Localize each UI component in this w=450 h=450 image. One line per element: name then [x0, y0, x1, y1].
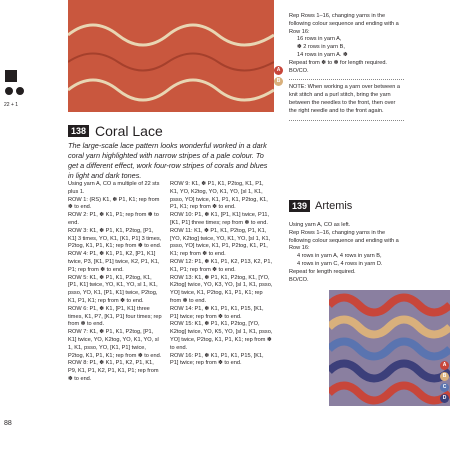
artemis-swatch-photo — [329, 290, 450, 406]
pattern-number: 138 — [68, 125, 89, 137]
divider — [289, 79, 404, 80]
instruction-line: ROW 1: (RS) K1, ✽ P1, K1; rep from ✽ to end. — [68, 196, 160, 211]
needle-icon — [5, 70, 17, 82]
note: NOTE: When working a yarn over between a knit stitch and a purl stitch, bring the yarn between the needles to the front, then over the right needle and to the front again. — [289, 84, 400, 114]
coral-lace-intro: The large-scale lace pattern looks wonderful worked in a dark coral yarn highlighted with narrow stripes of a pale colour. To get a different effect, work four-row stripes of corals and blues in light and dark tones. — [68, 141, 268, 180]
coral-lace-swatch-photo — [68, 0, 274, 112]
pattern-title: Coral Lace — [95, 123, 163, 139]
instruction-line: ROW 12: P1, ✽ K1, P1, K2, P13, K2, P1, K1, P1; rep from ✽ to end. — [170, 258, 273, 273]
stitch-repeat: 22 + 1 — [4, 102, 19, 108]
instruction-line: 14 rows in yarn A. ✽ — [297, 51, 348, 58]
instruction-line: ROW 6: P1, ✽ K1, [P1, K1] three times, K1, P7, [K1, P1] four times; rep from ✽ to end. — [68, 305, 162, 328]
instruction-line: ✽ 2 rows in yarn B, — [297, 44, 345, 51]
instructions-column-1 — [68, 181, 162, 384]
swatch-key-d: D — [440, 394, 449, 403]
swatch-key-c: C — [440, 383, 449, 392]
instruction-line: 4 rows in yarn C, 4 rows in yarn D. — [297, 260, 383, 267]
instruction-line: Repeat for length required. — [289, 268, 356, 275]
instruction-line: ROW 9: K1, ✽ P1, K1, P2tog, K1, P1, K1, YO, K2tog, YO, K1, YO, [sl 1, K1, psso, YO] twice, K1, P1, K1, P2tog, K1, P1, K1; rep from ✽ to end. — [170, 181, 268, 211]
instruction-line: ROW 2: P1, ✽ K1, P1; rep from ✽ to end. — [68, 212, 159, 226]
instruction-line: 4 rows in yarn A, 4 rows in yarn B, — [297, 253, 382, 260]
page-number: 88 — [4, 420, 12, 427]
instruction-line: Using yarn A, CO a multiple of 22 sts plus 1. — [68, 181, 160, 195]
instruction-line: Repeat from ✽ to ✽ for length required. — [289, 59, 387, 66]
instruction-line: Rep Rows 1–16, changing yarns in the following colour sequence and ending with a Row 16: — [289, 229, 399, 252]
pattern-number: 139 — [289, 200, 310, 212]
artemis-heading — [289, 200, 352, 212]
instruction-line: ROW 13: K1, ✽ P1, K1, P2tog, K1, [YO, K2tog] twice, YO, K3, YO, [sl 1, K1, psso, YO] twice, K1, P2tog, K1, P1, K1; rep from ✽ to end. — [170, 274, 273, 304]
instruction-line: BO/CO. — [289, 276, 309, 283]
instructions-column-3 — [289, 13, 404, 125]
instruction-line: ROW 11: K1, ✽ P1, K1, P2tog, P1, K1, [YO, K2tog] twice, YO, K1, YO, [sl 1, K1, psso, YO] twice, K1, P1, P2tog, K1, P1, K1; rep from ✽ to end. — [170, 227, 271, 258]
artemis-instructions — [289, 222, 407, 284]
instruction-line: ROW 4: P1, ✽ K1, P1, K2, [P1, K1] twice, P3, [K1, P1] twice, K2, P1, K1, P1; rep from ✽ to end. — [68, 251, 160, 273]
instruction-line: BO/CO. — [289, 67, 309, 74]
instruction-line: ROW 5: K1, ✽ P1, K1, P2tog, K1, [P1, K1] twice, YO, K1, YO, sl 1, K1, psso, YO, K1, [P1, K1] twice, P2tog, K1, P1, K1; rep from ✽ to end. — [68, 274, 158, 304]
swatch-key-a: A — [440, 361, 449, 370]
swatch-key-a: A — [274, 66, 283, 75]
yarn-ball-icon — [4, 86, 14, 96]
swatch-key-b: B — [274, 77, 283, 86]
coral-lace-heading — [68, 123, 163, 139]
instruction-line: ROW 16: P1, ✽ K1, P1, K1, P15, [K1, P1] twice; rep from ✽ to end. — [170, 352, 264, 367]
yarn-ball-icon — [15, 86, 25, 96]
instruction-line: ROW 3: K1, ✽ P1, K1, P2tog, [P1, K1] 3 times, YO, K1, [K1, P1] 3 times, P2tog, K1, P1, K1; rep from ✽ to end. — [68, 227, 162, 250]
instruction-line: ROW 14: P1, ✽ K1, P1, K1, P15, [K1, P1] twice; rep from ✽ to end. — [170, 305, 264, 320]
instructions-column-2 — [170, 181, 273, 368]
instruction-line: Using yarn A, CO as left. — [289, 222, 351, 228]
divider — [289, 120, 404, 121]
instruction-line: ROW 10: P1, ✽ K1, [P1, K1] twice, P11, [K1, P1] three times; rep from ✽ to end. — [170, 212, 270, 226]
instruction-line: ROW 15: K1, ✽ P1, K1, P2tog, [YO, K2tog] twice, YO, K5, YO, [sl 1, K1, psso, YO] twice, P2tog, K1, P1, K1; rep from ✽ to end. — [170, 321, 273, 351]
instruction-line: ROW 7: K1, ✽ P1, K1, P2tog, [P1, K1] twice, YO, K2tog, YO, K1, YO, sl 1, K1, psso, YO, [K1, P1] twice, P2tog, K1, P1, K1; rep from ✽ to end. — [68, 329, 162, 359]
instruction-line: 16 rows in yarn A, — [297, 36, 342, 43]
swatch-key-b: B — [440, 372, 449, 381]
instruction-line: ROW 8: P1, ✽ K1, P1, K2, P1, K1, P9, K1, P1, K2, P1, K1, P1; rep from ✽ to end. — [68, 360, 159, 382]
pattern-icons — [2, 70, 26, 108]
instruction-line: Rep Rows 1–16, changing yarns in the following colour sequence and ending with a Row 16: — [289, 13, 399, 35]
pattern-title: Artemis — [315, 200, 353, 212]
